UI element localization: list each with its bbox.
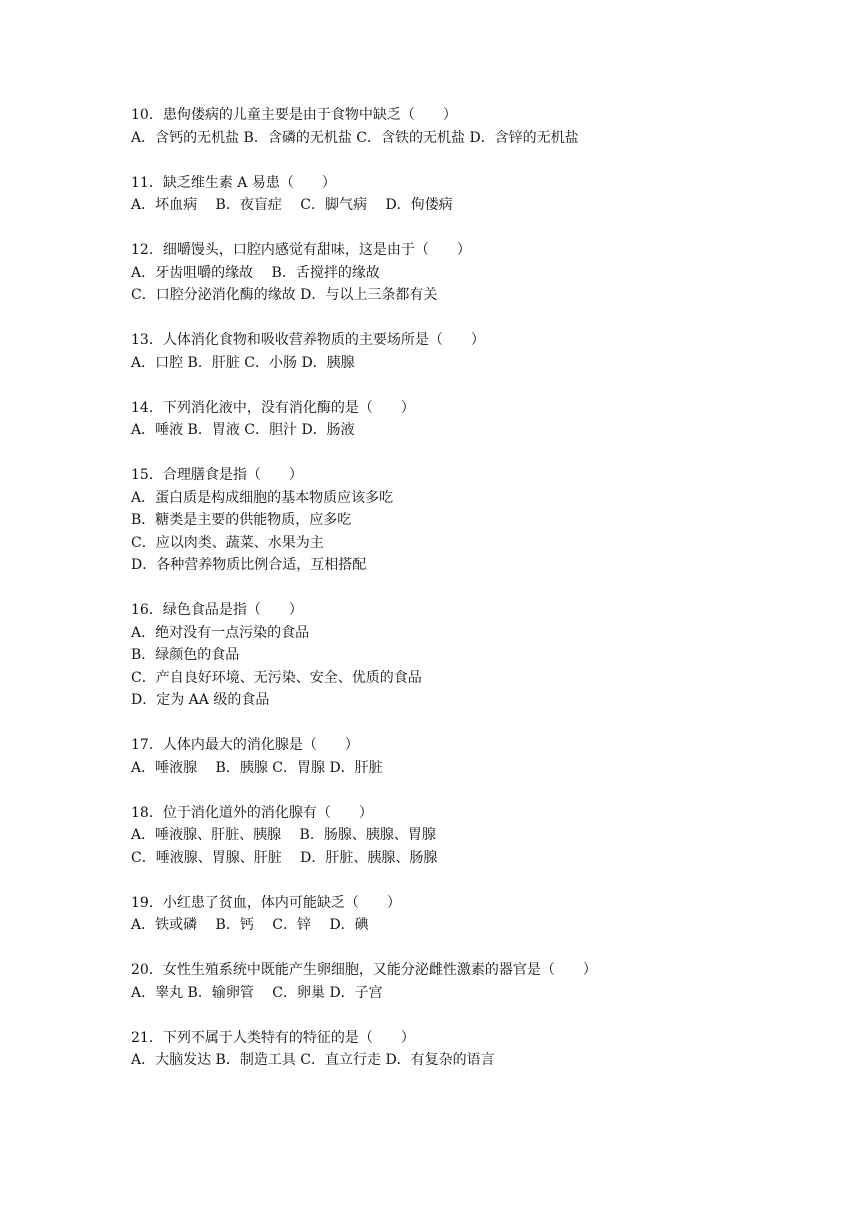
question-stem: 14．下列消化液中，没有消化酶的是（ ） <box>131 399 415 416</box>
answer-options: A．唾液腺、肝脏、胰腺 B．肠腺、胰腺、胃腺 <box>131 827 436 843</box>
answer-options: A．蛋白质是构成细胞的基本物质应该多吃 <box>131 489 394 506</box>
question-stem: 21．下列不属于人类特有的特征的是（ ） <box>131 1029 415 1046</box>
answer-options: A．睾丸 B．输卵管 C．卵巢 D．子宫 <box>131 984 383 1001</box>
question-stem: 12．细嚼馒头，口腔内感觉有甜味，这是由于（ ） <box>131 242 471 258</box>
answer-options: A．铁或磷 B．钙 C．锌 D．碘 <box>131 917 369 933</box>
question-stem: 19．小红患了贫血，体内可能缺乏（ ） <box>131 894 401 911</box>
answer-options: C．唾液腺、胃腺、肝脏 D．肝脏、胰腺、肠腺 <box>131 849 438 866</box>
answer-options: A．唾液腺 B．胰腺 C．胃腺 D．肝脏 <box>131 759 383 776</box>
question-stem: 16．绿色食品是指（ ） <box>131 602 303 618</box>
question-stem: 15．合理膳食是指（ ） <box>131 467 303 483</box>
answer-options: A．口腔 B．肝脏 C．小肠 D．胰腺 <box>131 354 355 371</box>
answer-options: B．绿颜色的食品 <box>131 647 240 663</box>
answer-options: A．含钙的无机盐 B．含磷的无机盐 C．含铁的无机盐 D．含锌的无机盐 <box>131 129 579 146</box>
answer-options: B．糖类是主要的供能物质，应多吃 <box>131 512 352 528</box>
answer-options: A．牙齿咀嚼的缘故 B．舌搅拌的缘故 <box>131 264 380 281</box>
question-stem: 10．患佝偻病的儿童主要是由于食物中缺乏（ ） <box>131 107 457 123</box>
question-stem: 13．人体消化食物和吸收营养物质的主要场所是（ ） <box>131 332 485 348</box>
question-stem: 18．位于消化道外的消化腺有（ ） <box>131 804 373 821</box>
answer-options: A．坏血病 B．夜盲症 C．脚气病 D．佝偻病 <box>131 197 453 213</box>
answer-options: D．定为 AA 级的食品 <box>131 692 270 708</box>
answer-options: C．口腔分泌消化酶的缘故 D．与以上三条都有关 <box>131 287 438 303</box>
question-stem: 17．人体内最大的消化腺是（ ） <box>131 737 359 753</box>
question-stem: 11．缺乏维生素 A 易患（ ） <box>131 174 336 191</box>
answer-options: C．产自良好环境、无污染、安全、优质的食品 <box>131 669 422 686</box>
question-stem: 20．女性生殖系统中既能产生卵细胞，又能分泌雌性激素的器官是（ ） <box>131 962 597 978</box>
answer-options: A．唾液 B．胃液 C．胆汁 D．肠液 <box>131 422 355 438</box>
answer-options: A．大脑发达 B．制造工具 C．直立行走 D．有复杂的语言 <box>131 1052 495 1068</box>
answer-options: C．应以肉类、蔬菜、水果为主 <box>131 534 324 551</box>
answer-options: D．各种营养物质比例合适，互相搭配 <box>131 557 367 573</box>
answer-options: A．绝对没有一点污染的食品 <box>131 624 310 641</box>
